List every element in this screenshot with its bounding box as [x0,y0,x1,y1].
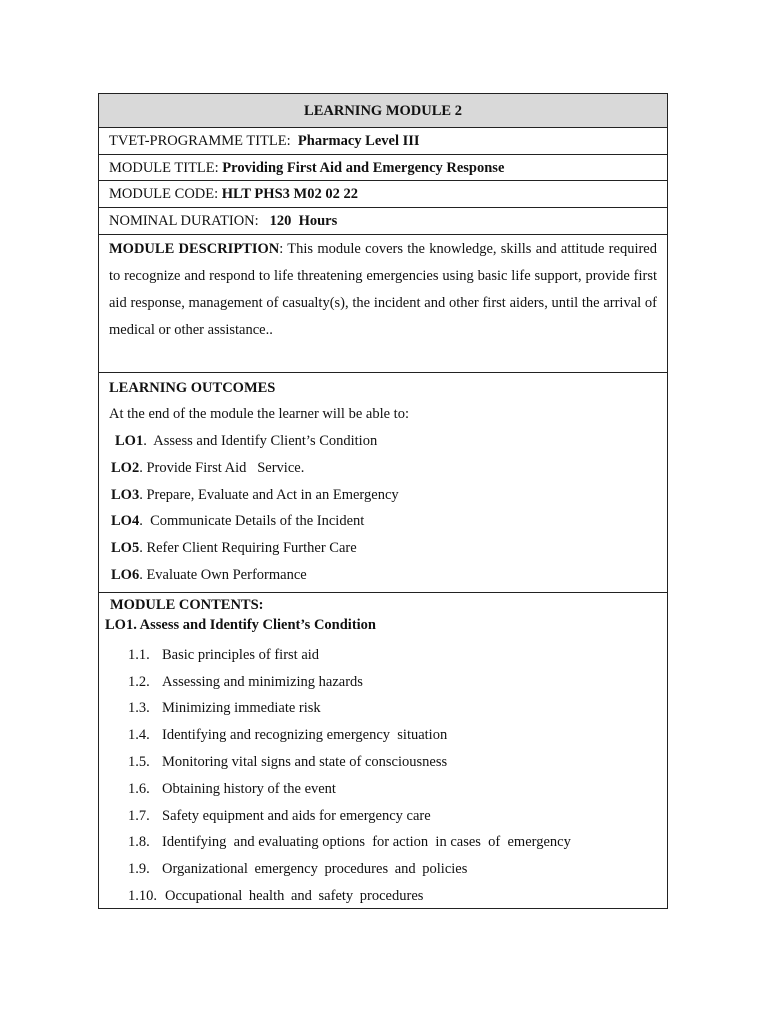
item-number: 1.6. [128,780,150,797]
description-label: MODULE DESCRIPTION [109,240,280,257]
item-number: 1.2. [128,673,150,690]
module-header: LEARNING MODULE 2 [304,103,462,119]
outcome-text: . Prepare, Evaluate and Act in an Emergency [139,486,399,503]
outcome-item [109,508,657,535]
module-header-row [99,94,667,128]
item-text: Basic principles of first aid [162,646,320,663]
item-number: 1.3. [128,700,150,717]
outcome-item [109,428,657,455]
outcome-text: . Provide First Aid Service. [139,459,305,476]
outcome-text: . Assess and Identify Client’s Condition [143,433,378,450]
list-item [99,669,667,696]
module-contents-row [99,593,667,910]
list-item [99,803,667,830]
item-text: Assessing and minimizing hazards [162,673,363,690]
item-text: Occupational health and safety procedures [165,887,424,904]
item-text: Organizational emergency procedures and policies [162,861,468,878]
outcome-item [109,535,657,562]
list-item [99,642,667,669]
item-number: 1.1. [128,646,150,663]
item-text: Minimizing immediate risk [162,700,321,717]
module-title-label: MODULE TITLE: [109,159,219,176]
outcome-item [109,562,657,589]
list-item [99,856,667,883]
learning-outcomes-row [99,373,667,593]
list-item [99,749,667,776]
outcome-code: LO5 [111,539,140,556]
duration-value: 120 Hours [269,213,338,230]
module-code-row [99,181,667,208]
list-item [99,695,667,722]
outcome-text: . Evaluate Own Performance [139,566,307,583]
item-number: 1.4. [128,727,150,744]
list-item [99,776,667,803]
contents-lo-title: LO1. Assess and Identify Client’s Condition [105,616,376,633]
outcome-code: LO6 [111,566,140,583]
module-code-value: HLT PHS3 M02 02 22 [221,186,358,203]
item-text: Safety equipment and aids for emergency care [162,807,431,824]
item-number: 1.5. [128,753,150,770]
item-text: Monitoring vital signs and state of consciousness [162,753,448,770]
programme-value: Pharmacy Level III [297,133,420,149]
item-text: Identifying and evaluating options for action in cases of emergency [162,834,571,851]
outcome-code: LO3 [111,486,140,503]
contents-heading: MODULE CONTENTS: [110,596,264,613]
learning-module-table [98,93,668,909]
outcome-text: . Refer Client Requiring Further Care [139,539,357,556]
programme-title-row [99,128,667,155]
item-number: 1.10. [128,887,157,904]
outcome-text: . Communicate Details of the Incident [139,513,365,530]
duration-label: NOMINAL DURATION: [109,213,259,230]
item-text: Identifying and recognizing emergency situation [162,727,448,744]
list-item [99,883,667,910]
outcome-item [109,455,657,482]
outcome-code: LO4 [111,513,140,530]
list-item [99,722,667,749]
item-number: 1.7. [128,807,150,824]
module-description-row [99,235,667,373]
outcome-code: LO2 [111,459,140,476]
description-text: : This module covers the knowledge, skills and attitude required to recognize and respond to life threatening emergencies using basic life support, provide first aid response, management of casualty(s), the incident and other first aiders, until the arrival of medical or other assistance.. [109,240,657,338]
contents-list [99,642,667,910]
module-title-row [99,155,667,182]
nominal-duration-row [99,208,667,235]
outcome-code: LO1 [115,433,144,450]
item-number: 1.8. [128,834,150,851]
outcomes-heading: LEARNING OUTCOMES [109,379,276,396]
module-title-value: Providing First Aid and Emergency Response [222,159,505,176]
module-code-label: MODULE CODE: [109,186,219,203]
item-text: Obtaining history of the event [162,780,336,797]
item-number: 1.9. [128,861,150,878]
outcomes-intro: At the end of the module the learner will be able to: [109,406,409,423]
list-item [99,829,667,856]
outcome-item [109,482,657,509]
programme-label: TVET-PROGRAMME TITLE: [109,133,291,149]
